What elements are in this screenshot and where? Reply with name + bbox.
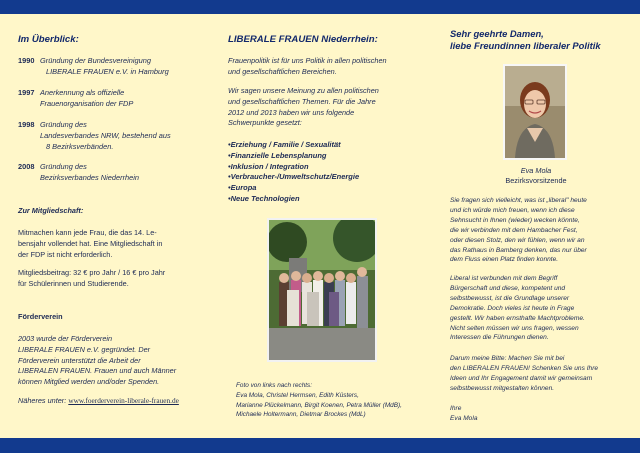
top-bar <box>0 0 640 14</box>
person-name: Eva Mola <box>520 166 552 175</box>
intro-text: Frauenpolitik ist für uns Politik in allen politischen und gesellschaftlichen Bereichen. <box>228 56 387 76</box>
timeline-text: Gründung der Bundesvereinigung LIBERALE FRAUEN e.V. in Hamburg <box>40 56 169 76</box>
priorities-list <box>228 140 359 205</box>
more-label: Näheres unter: <box>18 396 67 405</box>
person-role: Bezirksvorsitzende <box>505 176 567 185</box>
timeline-year: 2008 <box>18 162 35 171</box>
membership-heading: Zur Mitgliedschaft: <box>18 206 84 215</box>
timeline-year: 1997 <box>18 88 35 97</box>
timeline-text: Gründung des Bezirksverbandes Niederrhein <box>40 162 140 182</box>
list-item: • Europa <box>228 183 359 194</box>
list-item: • Erziehung / Familie / Sexualität <box>228 140 359 151</box>
list-item: • Neue Technologien <box>228 194 359 205</box>
timeline-text: Gründung des Landesverbandes NRW, bestehend aus 8 Bezirksverbänden. <box>40 120 171 151</box>
bottom-bar <box>0 438 640 453</box>
list-item: • Finanzielle Lebensplanung <box>228 151 359 162</box>
letter-paragraph-2: Liberal ist verbunden mit dem Begriff Bürgerschaft und diese, kompetent und selbstbewusst, ist die Grundlage unserer Demokratie. Doch vieles ist heute in Frage gestellt. Wir haben ernsthafte Machtprobleme. Nicht selten müssen wir uns fragen, wessen Interessen die Führungen dienen. <box>450 275 585 342</box>
portrait-photo <box>503 64 567 160</box>
niederrhein-heading: LIBERALE FRAUEN Niederrhein: <box>228 34 378 45</box>
foerderverein-text: 2003 wurde der Förderverein LIBERALE FRAUEN e.V. gegründet. Der Förderverein unterstützt die Arbeit der LIBERALEN FRAUEN. Frauen und auch Männer können Mitglied werden und/oder Spenden. <box>18 334 177 387</box>
timeline-year: 1990 <box>18 56 35 65</box>
list-item: • Verbraucher-/Umweltschutz/Energie <box>228 172 359 183</box>
timeline-year: 1998 <box>18 120 35 129</box>
photo-caption: Foto von links nach rechts: Eva Mola, Christel Hermsen, Edith Küsters, Marianne Plückelmann, Birgit Koenen, Petra Müller (MdB), Michaele Holtermann, Dietmar Brockes (MdL) <box>236 382 402 419</box>
group-photo <box>267 218 377 362</box>
greeting-heading: Sehr geehrte Damen, liebe Freundinnen liberaler Politik <box>450 28 601 51</box>
list-item: • Inklusion / Integration <box>228 162 359 173</box>
letter-closing: Ihre Eva Mola <box>450 405 478 422</box>
letter-paragraph-1: Sie fragen sich vielleicht, was ist „liberal" heute und ich würde mich freuen, wenn ich diese Sehnsucht in Ihnen (wieder) wecken könnte, die wir verbinden mit dem Hambacher Fest, oder diesen Stolz, den wir fühlen, wenn wir an das Rathaus in Bamberg denken, das nur über dem Fluss einen Platz finden konnte. <box>450 197 587 264</box>
more-info <box>18 396 179 407</box>
opinion-text: Wir sagen unsere Meinung zu allen politischen und gesellschaftlichen Themen. Für die Jahre 2012 und 2013 haben wir uns folgende Schwerpunkte gesetzt: <box>228 86 379 128</box>
timeline-text: Anerkennung als offizielle Frauenorganisation der FDP <box>40 88 134 108</box>
membership-text: Mitmachen kann jede Frau, die das 14. Le- bensjahr vollendet hat. Eine Mitgliedschaft in der FDP ist nicht erforderlich. <box>18 228 163 259</box>
letter-paragraph-3: Darum meine Bitte: Machen Sie mit bei den LIBERALEN FRAUEN! Schenken Sie uns Ihre Ideen und Ihr Engagement damit wir gemeinsam selbstbewusst mitgestalten können. <box>450 355 599 392</box>
foerderverein-link[interactable]: www.foerderverein-liberale-frauen.de <box>68 396 179 405</box>
membership-fee: Mitgliedsbeitrag: 32 € pro Jahr / 16 € pro Jahr für Schülerinnen und Studierende. <box>18 268 166 288</box>
overview-heading: Im Überblick: <box>18 34 79 45</box>
foerderverein-heading: Förderverein <box>18 312 63 321</box>
